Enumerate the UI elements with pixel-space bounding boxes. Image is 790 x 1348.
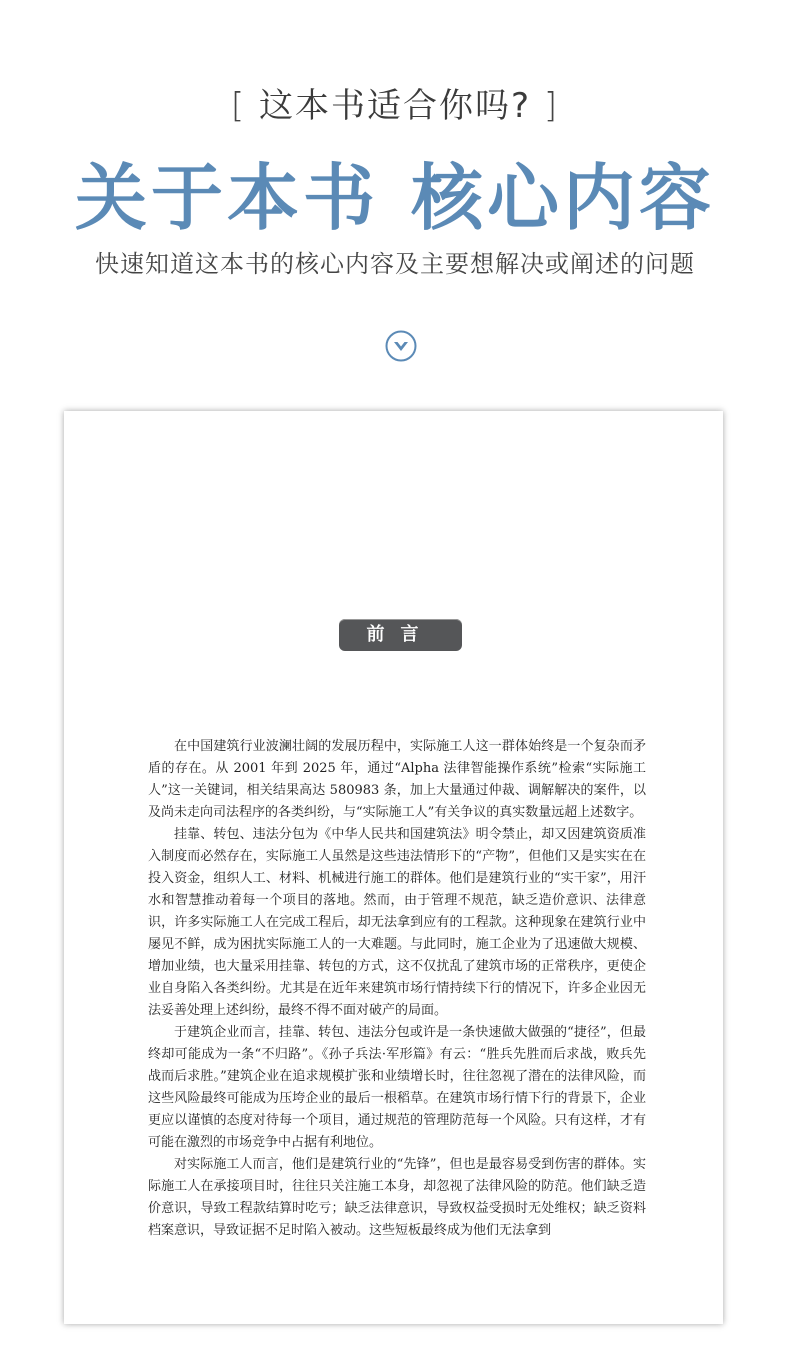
intro-header [0,0,790,410]
title-part-about: 关于本书 [74,155,379,240]
preface-body [148,736,646,1242]
subtitle: 快速知道这本书的核心内容及主要想解决或阐述的问题 [95,250,695,278]
chevron-down-circle-icon[interactable] [385,330,417,362]
bracket-left: [ [230,86,247,126]
question-heading [0,78,790,127]
preface-paragraph-3: 于建筑企业而言，挂靠、转包、违法分包或许是一条快速做大做强的“捷径”，但最终却可能成为一条“不归路”。《孙子兵法·军形篇》有云：“胜兵先胜而后求战，败兵先战而后求胜。”建筑企业在追求规模扩张和业绩增长时，往往忽视了潜在的法律风险，而这些风险最终可能成为压垮企业的最后一根稻草。在建筑市场行情下行的背景下，企业更应以谨慎的态度对待每一个项目，通过规范的管理防范每一个风险。只有这样，才有可能在激烈的市场竞争中占据有利地位。 [148,1025,646,1150]
bracket-right: ] [543,86,560,126]
preface-paragraph-1: 在中国建筑行业波澜壮阔的发展历程中，实际施工人这一群体始终是一个复杂而矛盾的存在。从 2001 年到 2025 年，通过“Alpha 法律智能操作系统”检索“实际施工人”这一关键词，相关结果高达 580983 条，加上大量通过仲裁、调解解决的案件，以及尚未走向司法程序的各类纠纷，与“实际施工人”有关争议的真实数量远超上述数字。 [148,739,646,820]
preface-paragraph-2: 挂靠、转包、违法分包为《中华人民共和国建筑法》明令禁止，却又因建筑资质准入制度而必然存在，实际施工人虽然是这些违法情形下的“产物”，但他们又是实实在在投入资金，组织人工、材料、机械进行施工的群体。他们是建筑行业的“实干家”，用汗水和智慧推动着每一个项目的落地。然而，由于管理不规范，缺乏造价意识、法律意识，许多实际施工人在完成工程后，却无法拿到应有的工程款。这种现象在建筑行业中屡见不鲜，成为困扰实际施工人的一大难题。与此同时，施工企业为了迅速做大规模、增加业绩，也大量采用挂靠、转包的方式，这不仅扰乱了建筑市场的正常秩序，更使企业自身陷入各类纠纷。尤其是在近年来建筑市场行情持续下行的情况下，许多企业因无法妥善处理上述纠纷，最终不得不面对破产的局面。 [148,827,646,1018]
title-part-core: 核心内容 [411,155,716,240]
main-title [0,140,790,244]
book-page-preview [64,411,723,1324]
question-text: 这本书适合你吗? [258,86,532,126]
preface-paragraph-4: 对实际施工人而言，他们是建筑行业的“先锋”，但也是最容易受到伤害的群体。实际施工人在承接项目时，往往只关注施工本身，却忽视了法律风险的防范。他们缺乏造价意识，导致工程款结算时吃亏；缺乏法律意识，导致权益受损时无处维权；缺乏资料档案意识，导致证据不足时陷入被动。这些短板最终成为他们无法拿到 [148,1157,646,1238]
preface-badge: 前言 [339,619,462,651]
